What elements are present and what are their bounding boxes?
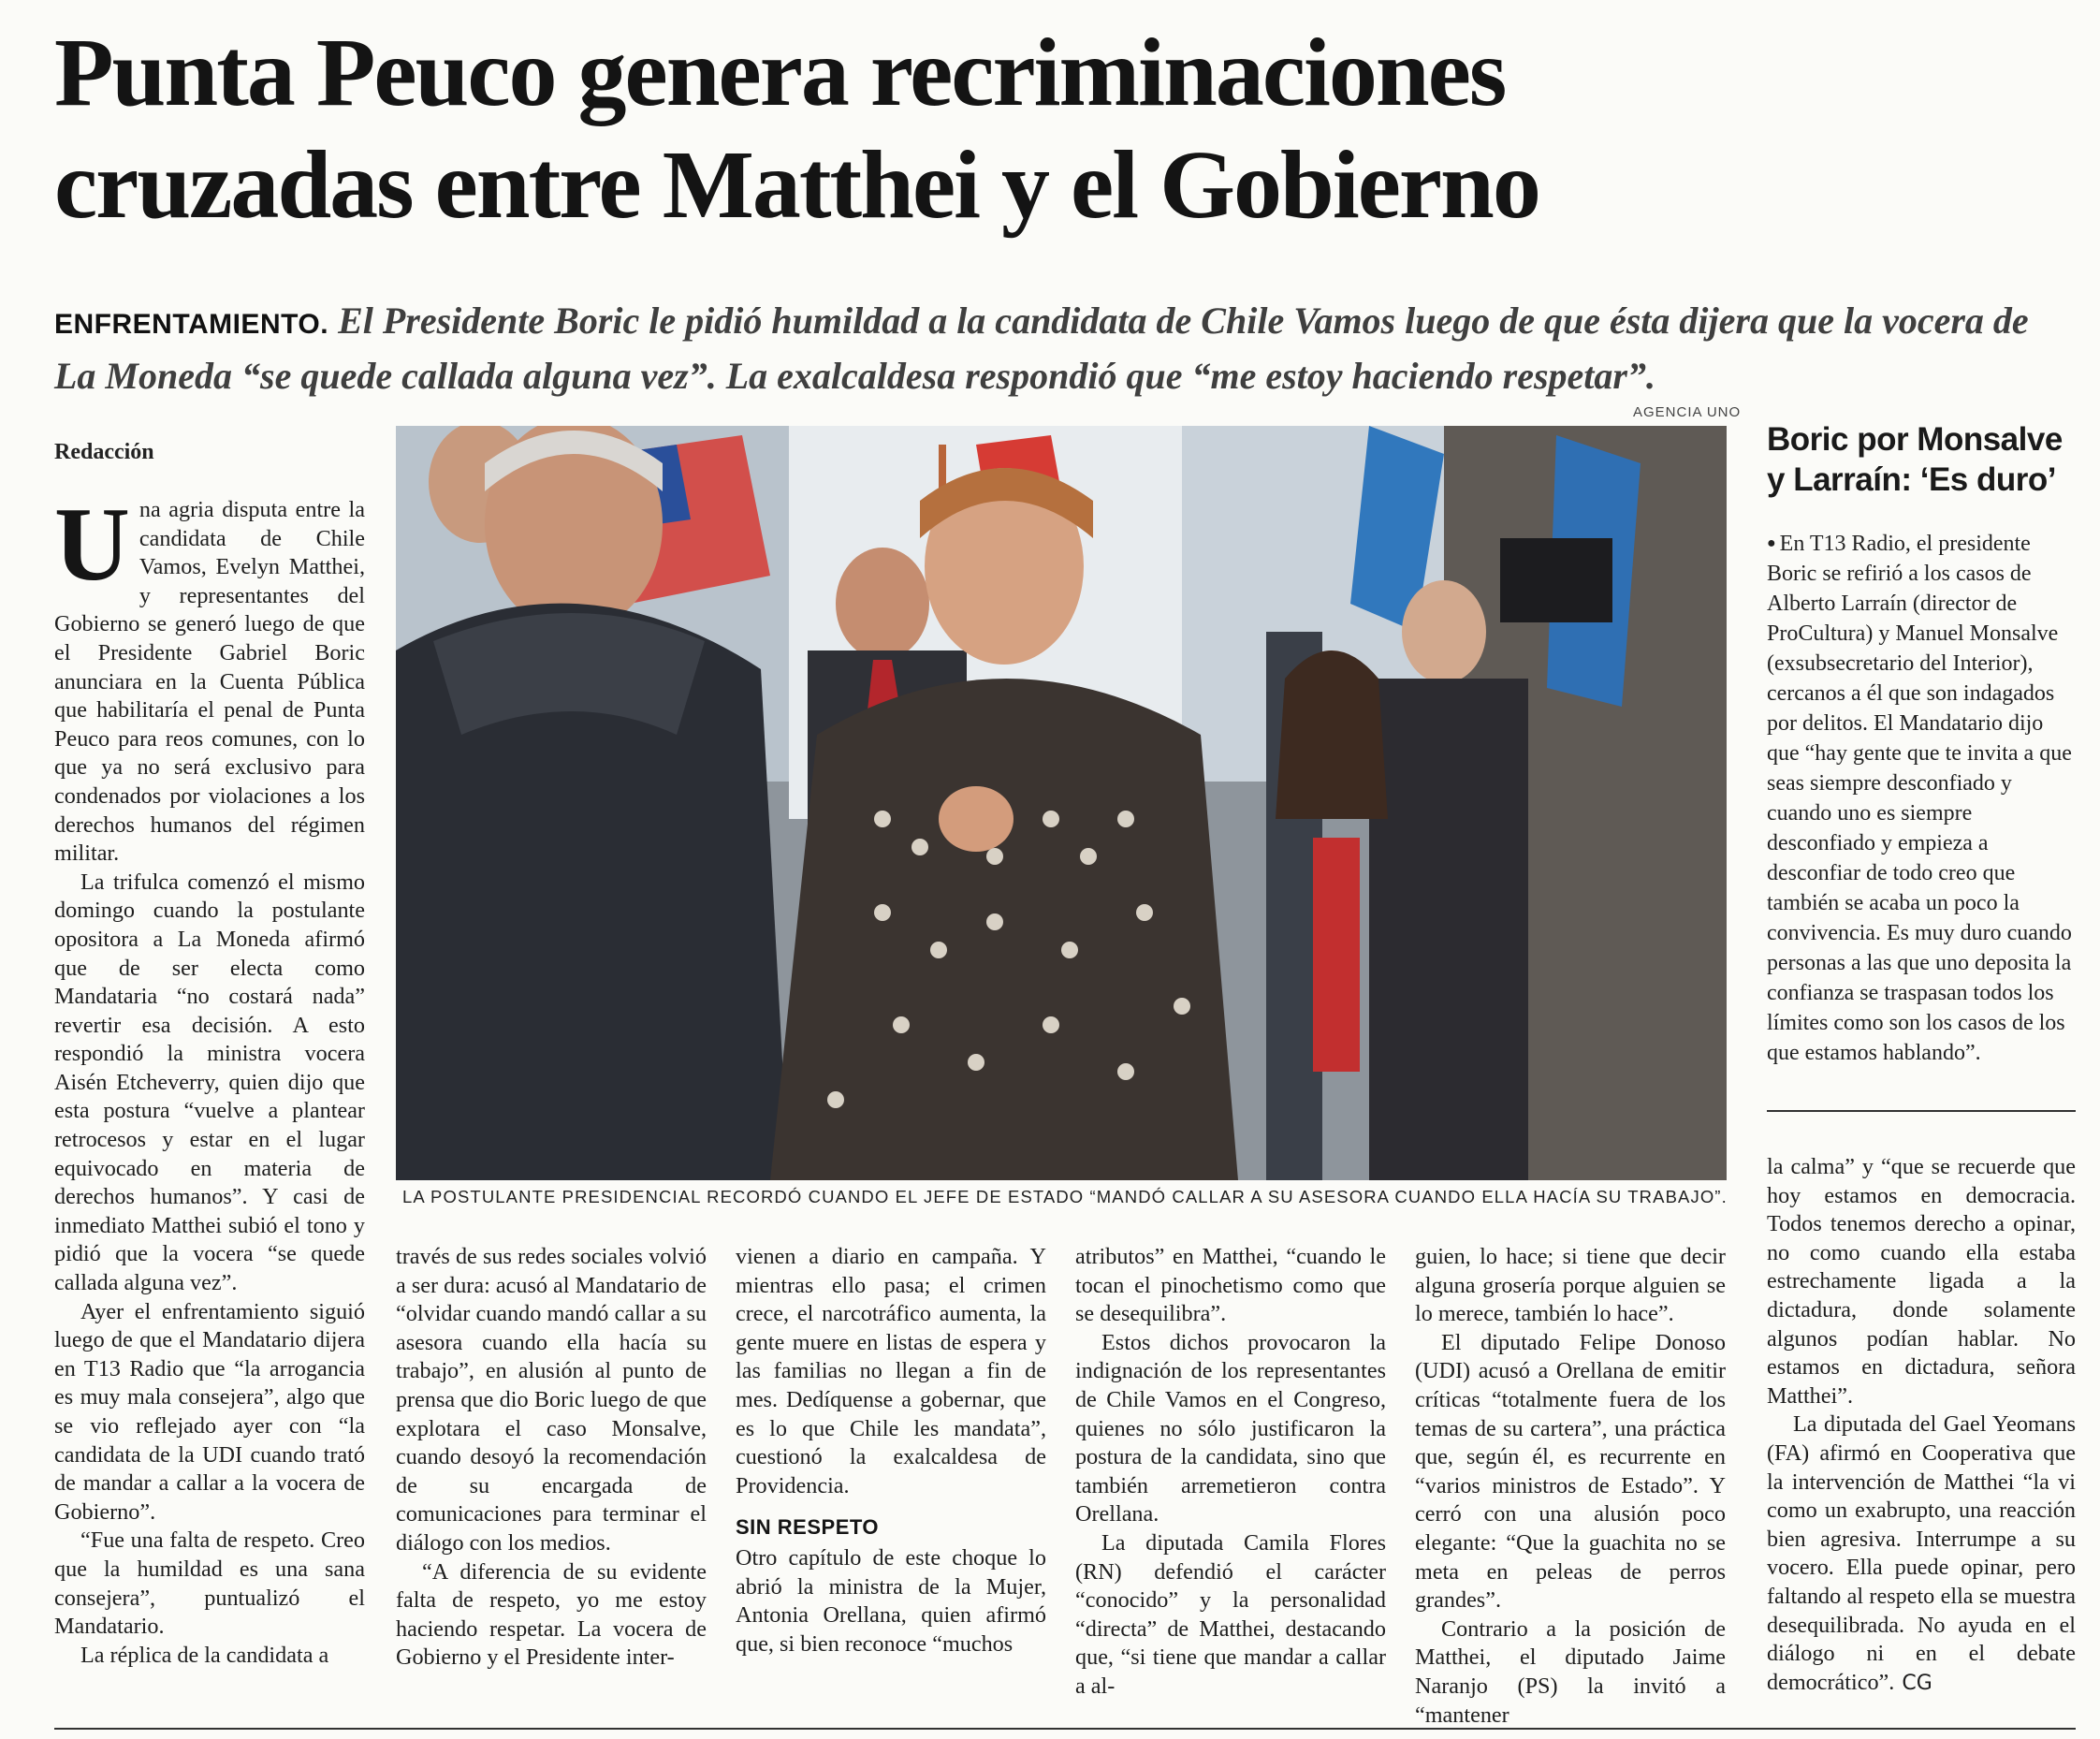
end-mark-icon: CG [1902,1671,1932,1695]
sidebar-text [1767,529,2076,1068]
article-column-5 [1415,1243,1726,1730]
news-photo-illustration [396,426,1727,1180]
sidebar-title: Boric por Monsalve y Larraín: ‘Es duro’ [1767,421,2063,498]
sidebar-paragraph: ● En T13 Radio, el presidente Boric se refirió a los casos de Alberto Larraín (director de ProCultura) y Manuel Monsalve (exsubsecretario del Interior), cercanos a él que son indagados por delitos. El Mandatario dijo que “hay gente que te invita a que seas siempre desconfiado y cuando uno es siempre desconfiado y empieza a desconfiar de todo creo que también se acaba un poco la convivencia. Es muy duro cuando personas a las que uno deposita la confianza se traspasan todos los límites como son los casos de los que estamos hablando”. [1767,532,2072,1065]
article-paragraph: Una agria disputa entre la candidata de Chile Vamos, Evelyn Matthei, y representantes del Gobierno se generó luego de que el Presidente Gabriel Boric anunciara en la Cuenta Pública que habilitaría el penal de Punta Peuco para reos comunes, con lo que ya no será exclusivo para condenados por violaciones a los derechos humanos del régimen militar. [54,487,365,867]
article-column-3 [736,1243,1046,1659]
byline: Redacción [54,440,154,464]
article-column-1 [54,487,365,1670]
headline-line-1: Punta Peuco genera recriminaciones [54,19,1506,126]
article-column-2 [396,1243,707,1673]
article-paragraph: “Fue una falta de respeto. Creo que la humildad es una sana consejera”, puntualizó el Mandatario. [54,1527,365,1640]
article-paragraph: Estos dichos provocaron la indignación de los representantes de Chile Vamos en el Congreso, quienes no sólo justificaron la postura de la candidata, sino que también arremetieron contra Orellana. [1075,1329,1386,1527]
deck-text: El Presidente Boric le pidió humildad a la candidata de Chile Vamos luego de que ésta dijera que la vocera de La Moneda “se quede callada alguna vez”. La exalcaldesa respondió que “me estoy haciendo respetar”. [54,300,2029,397]
article-paragraph: El diputado Felipe Donoso (UDI) acusó a Orellana de emitir críticas “totalmente fuera de los temas de su cartera”, una práctica que, según él, es recurrente en “varios ministros de Estado”. Y cerró con una alusión poco elegante: “Que la guachita no se meta en peleas de perros grandes”. [1415,1329,1726,1614]
page-bottom-rule [54,1728,2076,1730]
article-paragraph: Ayer el enfrentamiento siguió luego de que el Mandatario dijera en T13 Radio que “la arrogancia es muy mala consejera”, algo que se vio reflejado ayer con “la candidata de la UDI cuando trató de mandar a callar a la vocera de Gobierno”. [54,1298,365,1525]
article-paragraph: La réplica de la candidata a [80,1642,329,1668]
article-paragraph: La diputada Camila Flores (RN) defendió el carácter “conocido” y la personalidad “directa” de Matthei, destacando que, “si tiene que mandar a callar a al- [1075,1529,1386,1699]
article-column-6 [1767,1153,2076,1698]
photo-credit: AGENCIA UNO [1633,404,1742,420]
article-paragraph: La diputada del Gael Yeomans (FA) afirmó en Cooperativa que la intervención de Matthei “la vi como un exabrupto, una reacción bien agresiva. Interrumpe a su vocero. Ella puede opinar, pero faltando al respeto ella se muestra desequilibrada. No ayuda en el diálogo ni en el debate democrático”. CG [1767,1411,2076,1695]
article-paragraph: la calma” y “que se recuerde que hoy estamos en democracia. Todos tenemos derecho a opinar, no como cuando ella estaba estrechamente ligada a la dictadura, donde solamente algunos podían hablar. No estamos en dictadura, señora Matthei”. [1767,1154,2076,1409]
article-paragraph: guien, lo hace; si tiene que decir alguna grosería porque alguien se lo merece, también lo hace”. [1415,1244,1726,1327]
article-paragraph: Otro capítulo de este choque lo abrió la ministra de la Mujer, Antonia Orellana, quien afirmó que, si bien reconoce “muchos [736,1544,1046,1657]
article-paragraph: Contrario a la posición de Matthei, el diputado Jaime Naranjo (PS) la invitó a “mantener [1415,1615,1726,1728]
bullet-icon: ● [1767,535,1776,551]
article-paragraph: través de sus redes sociales volvió a ser dura: acusó al Mandatario de “olvidar cuando mandó callar a su asesora cuando ella hacía su trabajo”, en alusión al punto de prensa que dio Boric luego de que explotara el caso Monsalve, cuando desoyó la recomendación de su encargada de comunicaciones para terminar el diálogo con los medios. [396,1244,707,1556]
deck [54,295,2057,402]
article-paragraph: La trifulca comenzó el mismo domingo cuando la postulante opositora a La Moneda afirmó que de ser electa como Mandataria “no costará nada” revertir esa decisión. A esto respondió la ministra vocera Aisén Etcheverry, quien dijo que esta postura “vuelve a plantear retrocesos y estar en el lugar equivocado en materia de derechos humanos”. Y casi de inmediato Matthei subió el tono y pidió que la vocera “se quede callada alguna vez”. [54,869,365,1296]
article-paragraph: vienen a diario en campaña. Y mientras ello pasa; el crimen crece, el narcotráfico aumenta, la gente muere en listas de espera y las familias no llegan a fin de mes. Dedíquense a gobernar, que es lo que Chile les mandata”, cuestionó la exalcaldesa de Providencia. [736,1244,1046,1498]
deck-kicker: ENFRENTAMIENTO. [54,309,329,340]
news-photo [396,426,1727,1180]
subheading: SIN RESPETO [736,1515,880,1540]
article-paragraph: “A diferencia de su evidente falta de respeto, yo me estoy haciendo respetar. La vocera de Gobierno y el Presidente inter- [396,1558,707,1671]
sidebar-divider [1767,1110,2076,1112]
article-column-4 [1075,1243,1386,1702]
photo-caption: LA POSTULANTE PRESIDENCIAL RECORDÓ CUANDO EL JEFE DE ESTADO “MANDÓ CALLAR A SU ASESORA CUANDO ELLA HACÍA SU TRABAJO”. [402,1187,1728,1206]
article-paragraph: atributos” en Matthei, “cuando le tocan el pinochetismo como que se desequilibra”. [1075,1244,1386,1327]
headline-line-2: cruzadas entre Matthei y el Gobierno [54,131,1539,239]
drop-cap: U [54,487,130,603]
headline [54,17,2057,241]
